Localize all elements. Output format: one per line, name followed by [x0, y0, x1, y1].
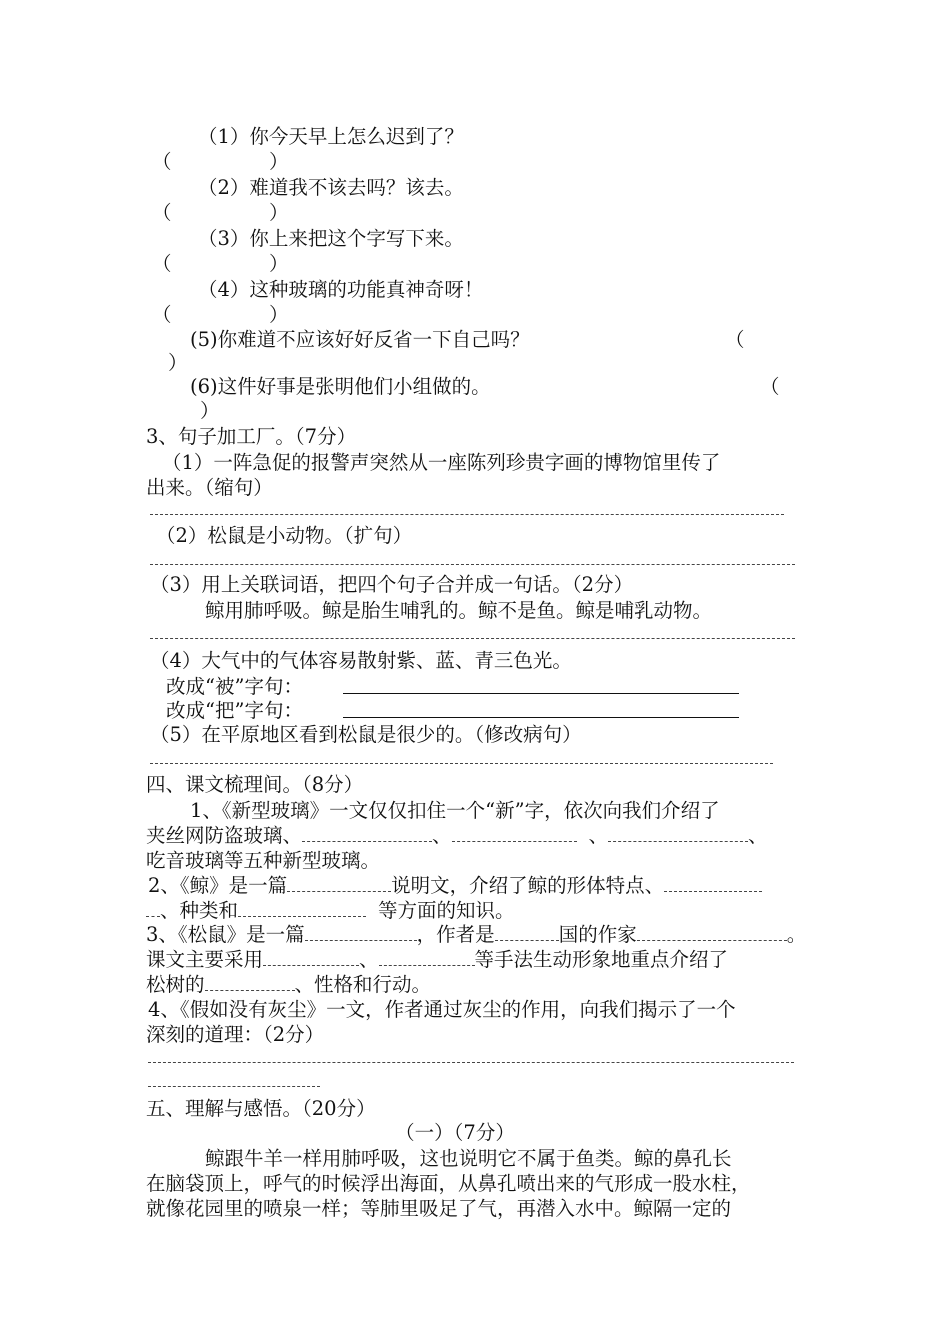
sec4-item3-text-i: 、性格和行动。: [294, 973, 432, 996]
sec4-item2-blank-2-cont[interactable]: [146, 898, 160, 917]
sec3-q2: （2）松鼠是小动物。（扩句）: [156, 524, 413, 547]
sec4-item3-text-d: 。: [786, 923, 807, 946]
section-3-title: 3、句子加工厂。（7分）: [146, 425, 357, 448]
sec4-item1-blank-3[interactable]: [608, 823, 748, 842]
sec4-item1-blank-2[interactable]: [452, 823, 577, 842]
item-4-answer-paren[interactable]: （ ）: [152, 303, 289, 326]
item-6-paren-open[interactable]: （: [760, 375, 780, 398]
item-5-paren-open[interactable]: （: [725, 328, 745, 351]
sec4-item1-line3: 吃音玻璃等五种新型玻璃。: [146, 849, 381, 872]
sec4-item2-blank-2[interactable]: [664, 873, 762, 892]
sec4-item4-line2: 深刻的道理：（2分）: [146, 1023, 325, 1046]
sec5-passage-line-3: 就像花园里的喷泉一样；等肺里吸足了气，再潜入水中。鲸隔一定的: [146, 1197, 732, 1220]
sec4-item3-text-a: 3、《松鼠》是一篇: [146, 923, 305, 946]
sec3-q5: （5）在平原地区看到松鼠是很少的。（修改病句）: [150, 723, 582, 746]
sec5-subsection-title: （一）（7分）: [395, 1121, 515, 1144]
sec4-item3-text-c: 国的作家: [558, 923, 637, 946]
sec3-q3: （3）用上关联词语，把四个句子合并成一句话。（2分）: [150, 573, 634, 596]
sec4-item3-text-f: 、: [359, 948, 379, 971]
sec3-q5-answer-line[interactable]: [150, 763, 773, 764]
item-3-question: （3）你上来把这个字写下来。: [198, 227, 464, 250]
sec4-item1-text-a: 夹丝网防盗玻璃、: [146, 824, 303, 847]
sec3-q1-line2: 出来。（缩句）: [146, 476, 273, 499]
item-5-question: (5)你难道不应该好好反省一下自己吗？: [190, 328, 530, 351]
sec4-item4-line1: 4、《假如没有灰尘》一文，作者通过灰尘的作用，向我们揭示了一个: [148, 998, 736, 1021]
item-4-question: （4）这种玻璃的功能真神奇呀！: [198, 278, 484, 301]
sec4-item2-blank-1[interactable]: [287, 873, 391, 892]
sec3-q4-bei-answer-line[interactable]: [343, 693, 739, 694]
sec3-q4-bei-label: 改成“被”字句：: [166, 675, 303, 698]
sec4-item2-text-d: 等方面的知识。: [378, 899, 515, 922]
sec4-item3-text-h: 松树的: [146, 973, 205, 996]
sec4-item3-blank-5[interactable]: [379, 947, 475, 966]
sec4-item1-sep-2: 、: [588, 824, 609, 847]
sec5-passage-line-1: 鲸跟牛羊一样用肺呼吸，这也说明它不属于鱼类。鲸的鼻孔长: [205, 1147, 732, 1170]
sec3-q4-ba-answer-line[interactable]: [343, 717, 739, 718]
sec4-item3-blank-4[interactable]: [263, 947, 359, 966]
sec5-passage-line-2: 在脑袋顶上，呼气的时候浮出海面，从鼻孔喷出来的气形成一股水柱，: [146, 1172, 751, 1195]
sec3-q4-ba-label: 改成“把”字句：: [166, 699, 303, 722]
sec4-item1-line1: 1、《新型玻璃》一文仅仅扣住一个“新”字，依次向我们介绍了: [190, 799, 720, 822]
item-1-answer-paren[interactable]: （ ）: [152, 150, 289, 173]
sec3-q1-line1: （1）一阵急促的报警声突然从一座陈列珍贵字画的博物馆里传了: [162, 451, 721, 474]
sec4-item2-line1: [148, 873, 762, 899]
item-6-paren-close: ）: [200, 399, 220, 422]
sec4-item3-text-b: ，作者是: [416, 923, 495, 946]
sec4-item4-answer-line-1[interactable]: [148, 1062, 794, 1063]
sec4-item2-text-b: 说明文，介绍了鲸的形体特点、: [391, 874, 665, 897]
sec4-item3-text-e: 课文主要采用: [146, 948, 264, 971]
sec4-item1-blank-1[interactable]: [302, 823, 432, 842]
item-3-answer-paren[interactable]: （ ）: [152, 252, 289, 275]
sec4-item2-text-a: 2、《鲸》是一篇: [148, 874, 288, 897]
sec4-item3-line3: [146, 972, 431, 998]
sec4-item2-text-c: 、种类和: [160, 899, 239, 922]
sec4-item1-line2: [146, 823, 768, 849]
item-2-question: （2）难道我不该去吗？该去。: [198, 176, 464, 199]
sec4-item1-sep-1: 、: [432, 824, 452, 847]
section-4-title: 四、课文梳理间。（8分）: [146, 773, 364, 796]
sec4-item3-blank-1[interactable]: [305, 922, 417, 941]
sec4-item3-text-g: 等手法生动形象地重点介绍了: [474, 948, 729, 971]
sec4-item3-line2: [146, 947, 728, 973]
sec3-q4: （4）大气中的气体容易散射紫、蓝、青三色光。: [150, 649, 572, 672]
sec3-q3-sentences: 鲸用肺呼吸。鲸是胎生哺乳的。鲸不是鱼。鲸是哺乳动物。: [205, 599, 713, 622]
sec4-item3-blank-2[interactable]: [495, 922, 559, 941]
sec4-item2-blank-3[interactable]: [238, 898, 366, 917]
sec4-item3-blank-3[interactable]: [637, 922, 787, 941]
sec3-q3-answer-line[interactable]: [150, 638, 795, 639]
sec4-item3-line1: [146, 922, 806, 948]
sec4-item1-sep-3: 、: [748, 824, 768, 847]
sec3-q2-answer-line[interactable]: [150, 564, 795, 565]
section-5-title: 五、理解与感悟。（20分）: [146, 1097, 376, 1120]
item-1-question: （1）你今天早上怎么迟到了？: [198, 125, 464, 148]
sec3-q1-answer-line[interactable]: [150, 514, 784, 515]
item-5-paren-close: ）: [168, 351, 188, 374]
sec4-item4-answer-line-2[interactable]: [148, 1086, 320, 1087]
sec4-item3-blank-6[interactable]: [205, 972, 295, 991]
item-6-question: (6)这件好事是张明他们小组做的。: [190, 375, 491, 398]
sec4-item2-line2: [146, 898, 515, 924]
item-2-answer-paren[interactable]: （ ）: [152, 201, 289, 224]
